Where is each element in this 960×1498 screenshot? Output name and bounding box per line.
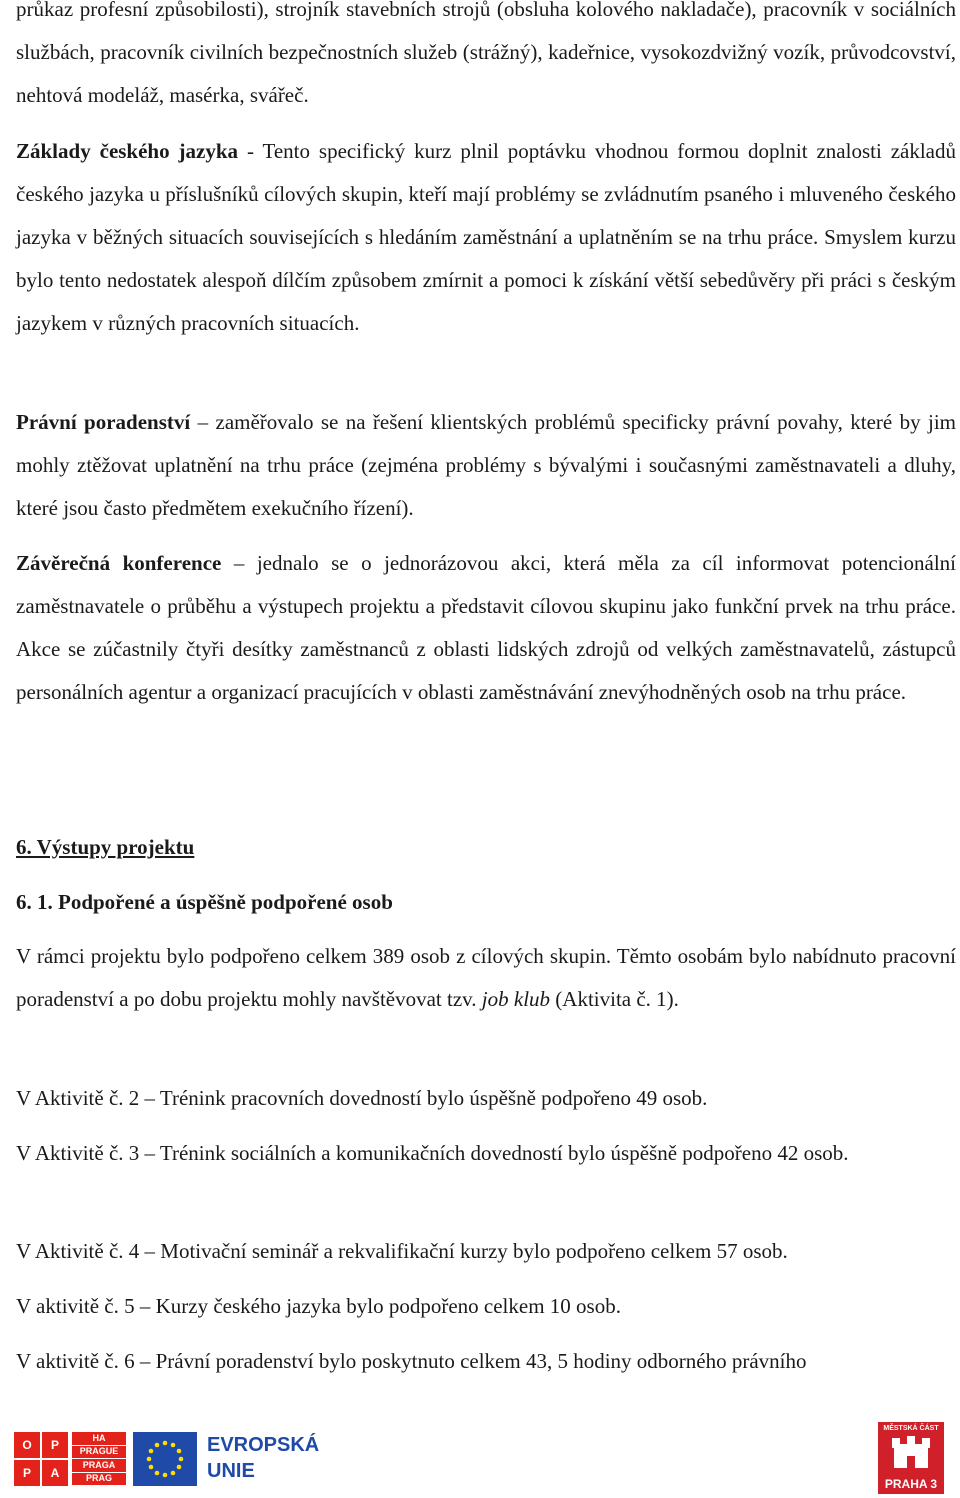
term-czech-basics: Základy českého jazyka (16, 139, 239, 163)
paragraph-activity-6: V aktivitě č. 6 – Právní poradenství bylo poskytnuto celkem 43, 5 hodiny odborného právního (16, 1349, 807, 1373)
footer-logos (0, 1418, 960, 1498)
praha-logo (72, 1432, 126, 1486)
text-czech-course: - Tento specifický kurz plnil poptávku vhodnou formou doplnit znalosti základů českého jazyka u příslušníků cílových skupin, kteří mají problémy se zvládnutím psaného i mluveného českého jazyka v běžných situacích souvisejících s hledáním zaměstnání a uplatněním se na trhu práce. Smyslem kurzu bylo tento nedostatek alespoň dílčím způsobem zmírnit a pomoci k získání větší sebedůvěry při práci s českým jazykem v různých pracovních situacích. (16, 139, 956, 335)
praha-logo-row: HA (72, 1432, 126, 1446)
paragraph-activity-5: V aktivitě č. 5 – Kurzy českého jazyka bylo podpořeno celkem 10 osob. (16, 1294, 621, 1318)
heading-section-6-1: 6. 1. Podpořené a úspěšně podpořené osob (16, 890, 393, 914)
term-job-klub: job klub (481, 987, 551, 1011)
eu-logo-line2: UNIE (207, 1460, 255, 1482)
paragraph-supported-persons (16, 935, 956, 1021)
term-legal-advice: Právní poradenství (16, 410, 191, 434)
eu-logo-text (207, 1432, 319, 1484)
text-supported-after: (Aktivita č. 1). (550, 987, 679, 1011)
text-supported-before: V rámci projektu bylo podpořeno celkem 389 osob z cílových skupin. Těmto osobám bylo nabídnuto pracovní poradenství a po dobu projektu mohly navštěvovat tzv. (16, 944, 956, 1011)
opp-logo (14, 1432, 68, 1486)
paragraph-final-conference (16, 542, 956, 714)
eu-flag-icon (133, 1432, 197, 1486)
praha3-logo (878, 1422, 944, 1494)
praha-logo-row: PRAGUE (72, 1445, 126, 1459)
heading-section-6: 6. Výstupy projektu (16, 835, 195, 859)
praha-logo-row: PRAGA (72, 1459, 126, 1473)
opp-logo-cell: O (14, 1432, 40, 1458)
paragraph-czech-course (16, 130, 956, 345)
paragraph-legal-advice (16, 401, 956, 530)
eu-stars-icon (133, 1432, 197, 1486)
text-legal-advice: – zaměřovalo se na řešení klientských problémů specificky právní povahy, které by jim mohly ztěžovat uplatnění na trhu práce (zejména problémy s bývalými i současnými zaměstnavateli a dluhy, které jsou často předmětem exekučního řízení). (16, 410, 957, 520)
praha-logo-row: PRAG (72, 1472, 126, 1486)
opp-logo-cell: P (14, 1460, 40, 1486)
opp-logo-cell: P (42, 1432, 68, 1458)
praha3-logo-top: MĚSTSKÁ ČÁST (883, 1425, 939, 1432)
paragraph-activity-2: V Aktivitě č. 2 – Trénink pracovních dovedností bylo úspěšně podpořeno 49 osob. (16, 1086, 708, 1110)
praha3-logo-name: PRAHA 3 (884, 1477, 938, 1491)
opp-logo-cell: A (42, 1460, 68, 1486)
paragraph-activity-4: V Aktivitě č. 4 – Motivační seminář a rekvalifikační kurzy bylo podpořeno celkem 57 osob. (16, 1239, 788, 1263)
term-final-conference: Závěrečná konference (16, 551, 222, 575)
paragraph-activity-3: V Aktivitě č. 3 – Trénink sociálních a komunikačních dovedností bylo úspěšně podpořeno 42 osob. (16, 1141, 849, 1165)
paragraph-course-list: průkaz profesní způsobilosti), strojník stavebních strojů (obsluha kolového nakladače), pracovník v sociálních službách, pracovník civilních bezpečnostních služeb (strážný), kadeřnice, vysokozdvižný vozík, průvodcovství, nehtová modeláž, masérka, svářeč. (16, 0, 956, 107)
text-final-conference: – jednalo se o jednorázovou akci, která měla za cíl informovat potencionální zaměstnavatele o průběhu a výstupech projektu a představit cílovou skupinu jako funkční prvek na trhu práce. Akce se zúčastnily čtyři desítky zaměstnanců z oblasti lidských zdrojů od velkých zaměstnavatelů, zástupců personálních agentur a organizací pracujících v oblasti zaměstnávání znevýhodněných osob na trhu práce. (16, 551, 956, 704)
eu-logo-line1: EVROPSKÁ (207, 1434, 320, 1456)
